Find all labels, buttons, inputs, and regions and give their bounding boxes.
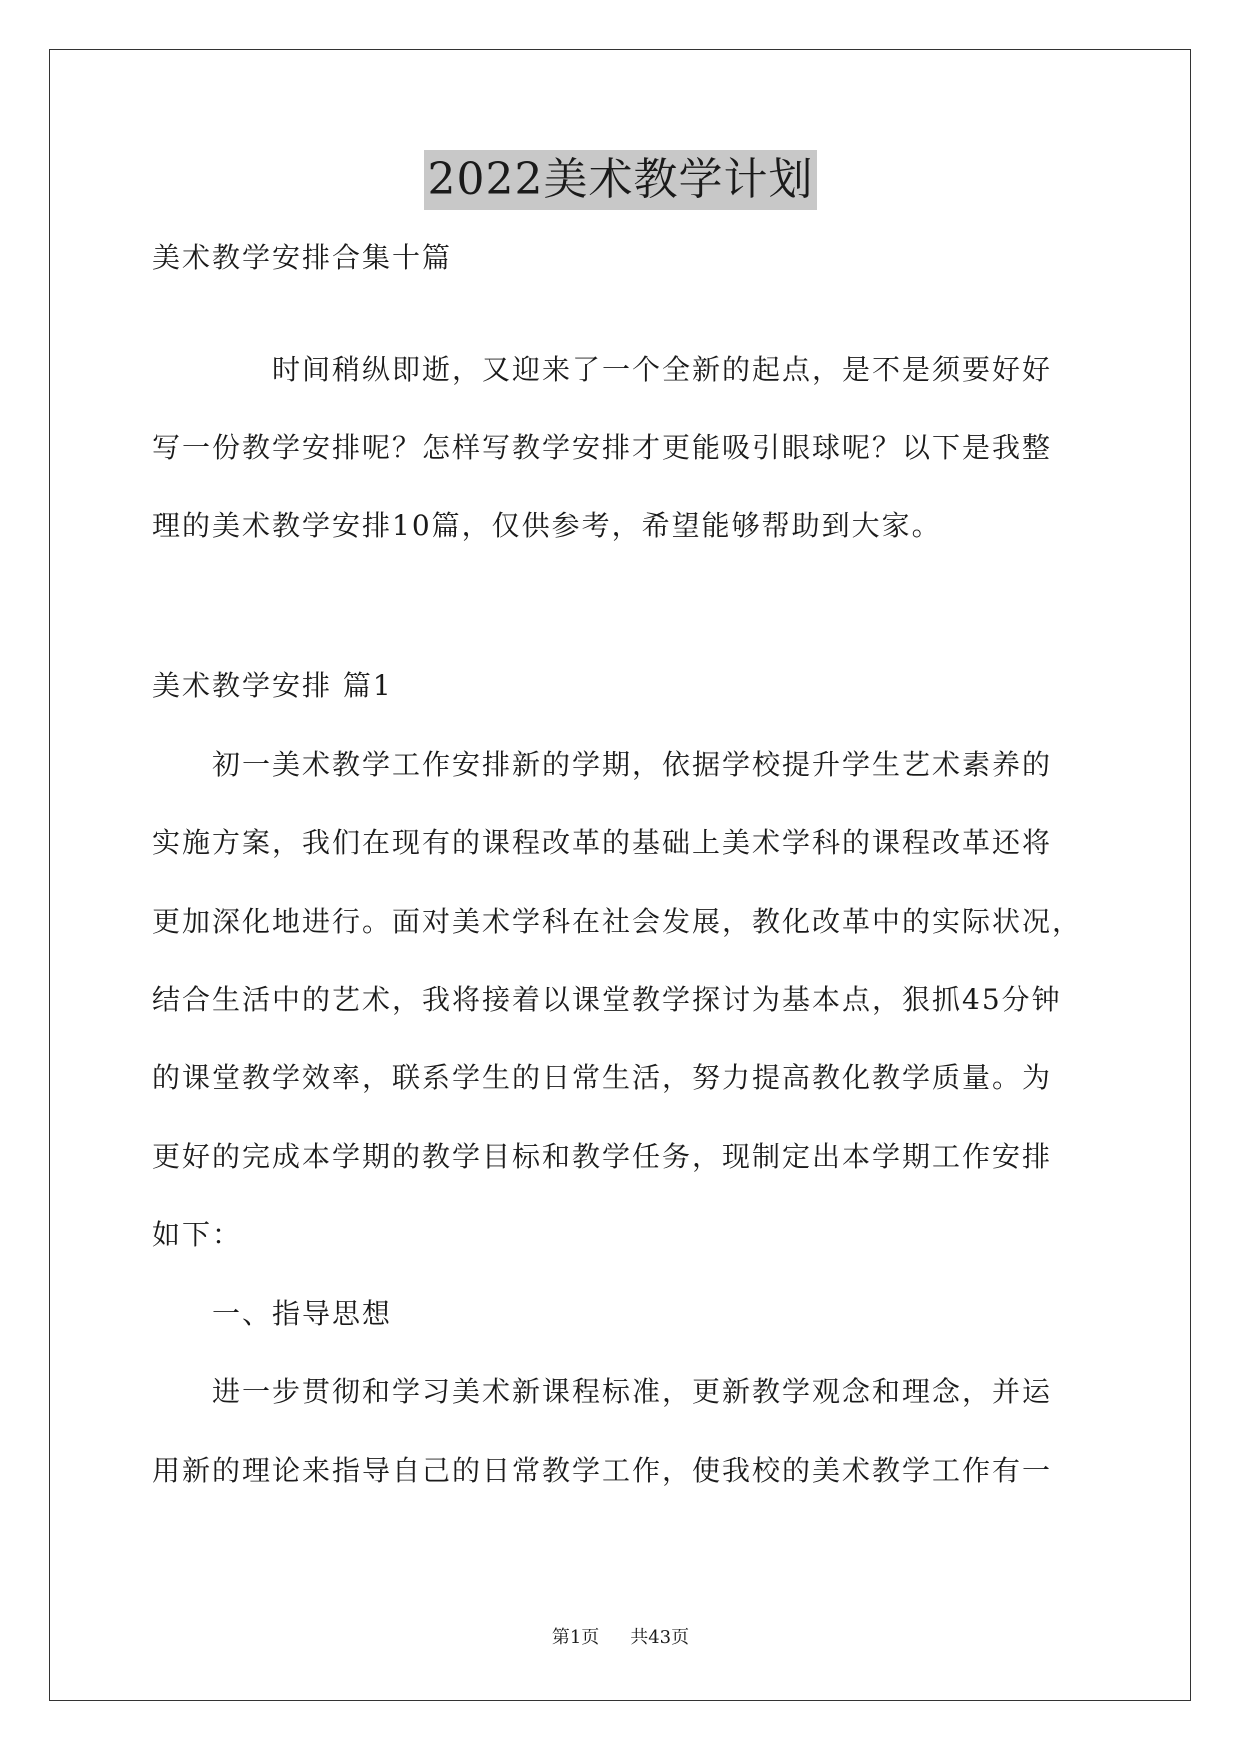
paragraph-line: 如下： [152,1218,243,1251]
page-number: 第1页 [551,1627,600,1648]
paragraph-line: 时间稍纵即逝，又迎来了一个全新的起点，是不是须要好好 [152,353,1053,386]
page-footer [0,1626,1241,1650]
paragraph-line: 理的美术教学安排10篇，仅供参考，希望能够帮助到大家。 [152,509,942,542]
paragraph-line: 实施方案，我们在现有的课程改革的基础上美术学科的课程改革还将 [152,826,1053,859]
paragraph-line: 更加深化地进行。面对美术学科在社会发展，教化改革中的实际状况， [152,905,1083,938]
subtitle-line: 美术教学安排合集十篇 [152,241,453,274]
page-total: 共43页 [630,1627,690,1648]
paragraph-line: 的课堂教学效率，联系学生的日常生活，努力提高教化教学质量。为 [152,1061,1053,1094]
subsection-heading: 一、指导思想 [152,1297,393,1330]
paragraph-line: 更好的完成本学期的教学目标和教学任务，现制定出本学期工作安排 [152,1140,1053,1173]
paragraph-line: 写一份教学安排呢？怎样写教学安排才更能吸引眼球呢？以下是我整 [152,431,1053,464]
document-title: 2022美术教学计划 [424,150,818,210]
paragraph-line: 用新的理论来指导自己的日常教学工作，使我校的美术教学工作有一 [152,1454,1053,1487]
title-container [0,150,1241,210]
paragraph-line: 初一美术教学工作安排新的学期，依据学校提升学生艺术素养的 [152,748,1053,781]
paragraph-line: 进一步贯彻和学习美术新课程标准，更新教学观念和理念，并运 [152,1375,1053,1408]
paragraph-line: 结合生活中的艺术，我将接着以课堂教学探讨为基本点，狠抓45分钟 [152,983,1062,1016]
section-heading: 美术教学安排 篇1 [152,669,393,702]
